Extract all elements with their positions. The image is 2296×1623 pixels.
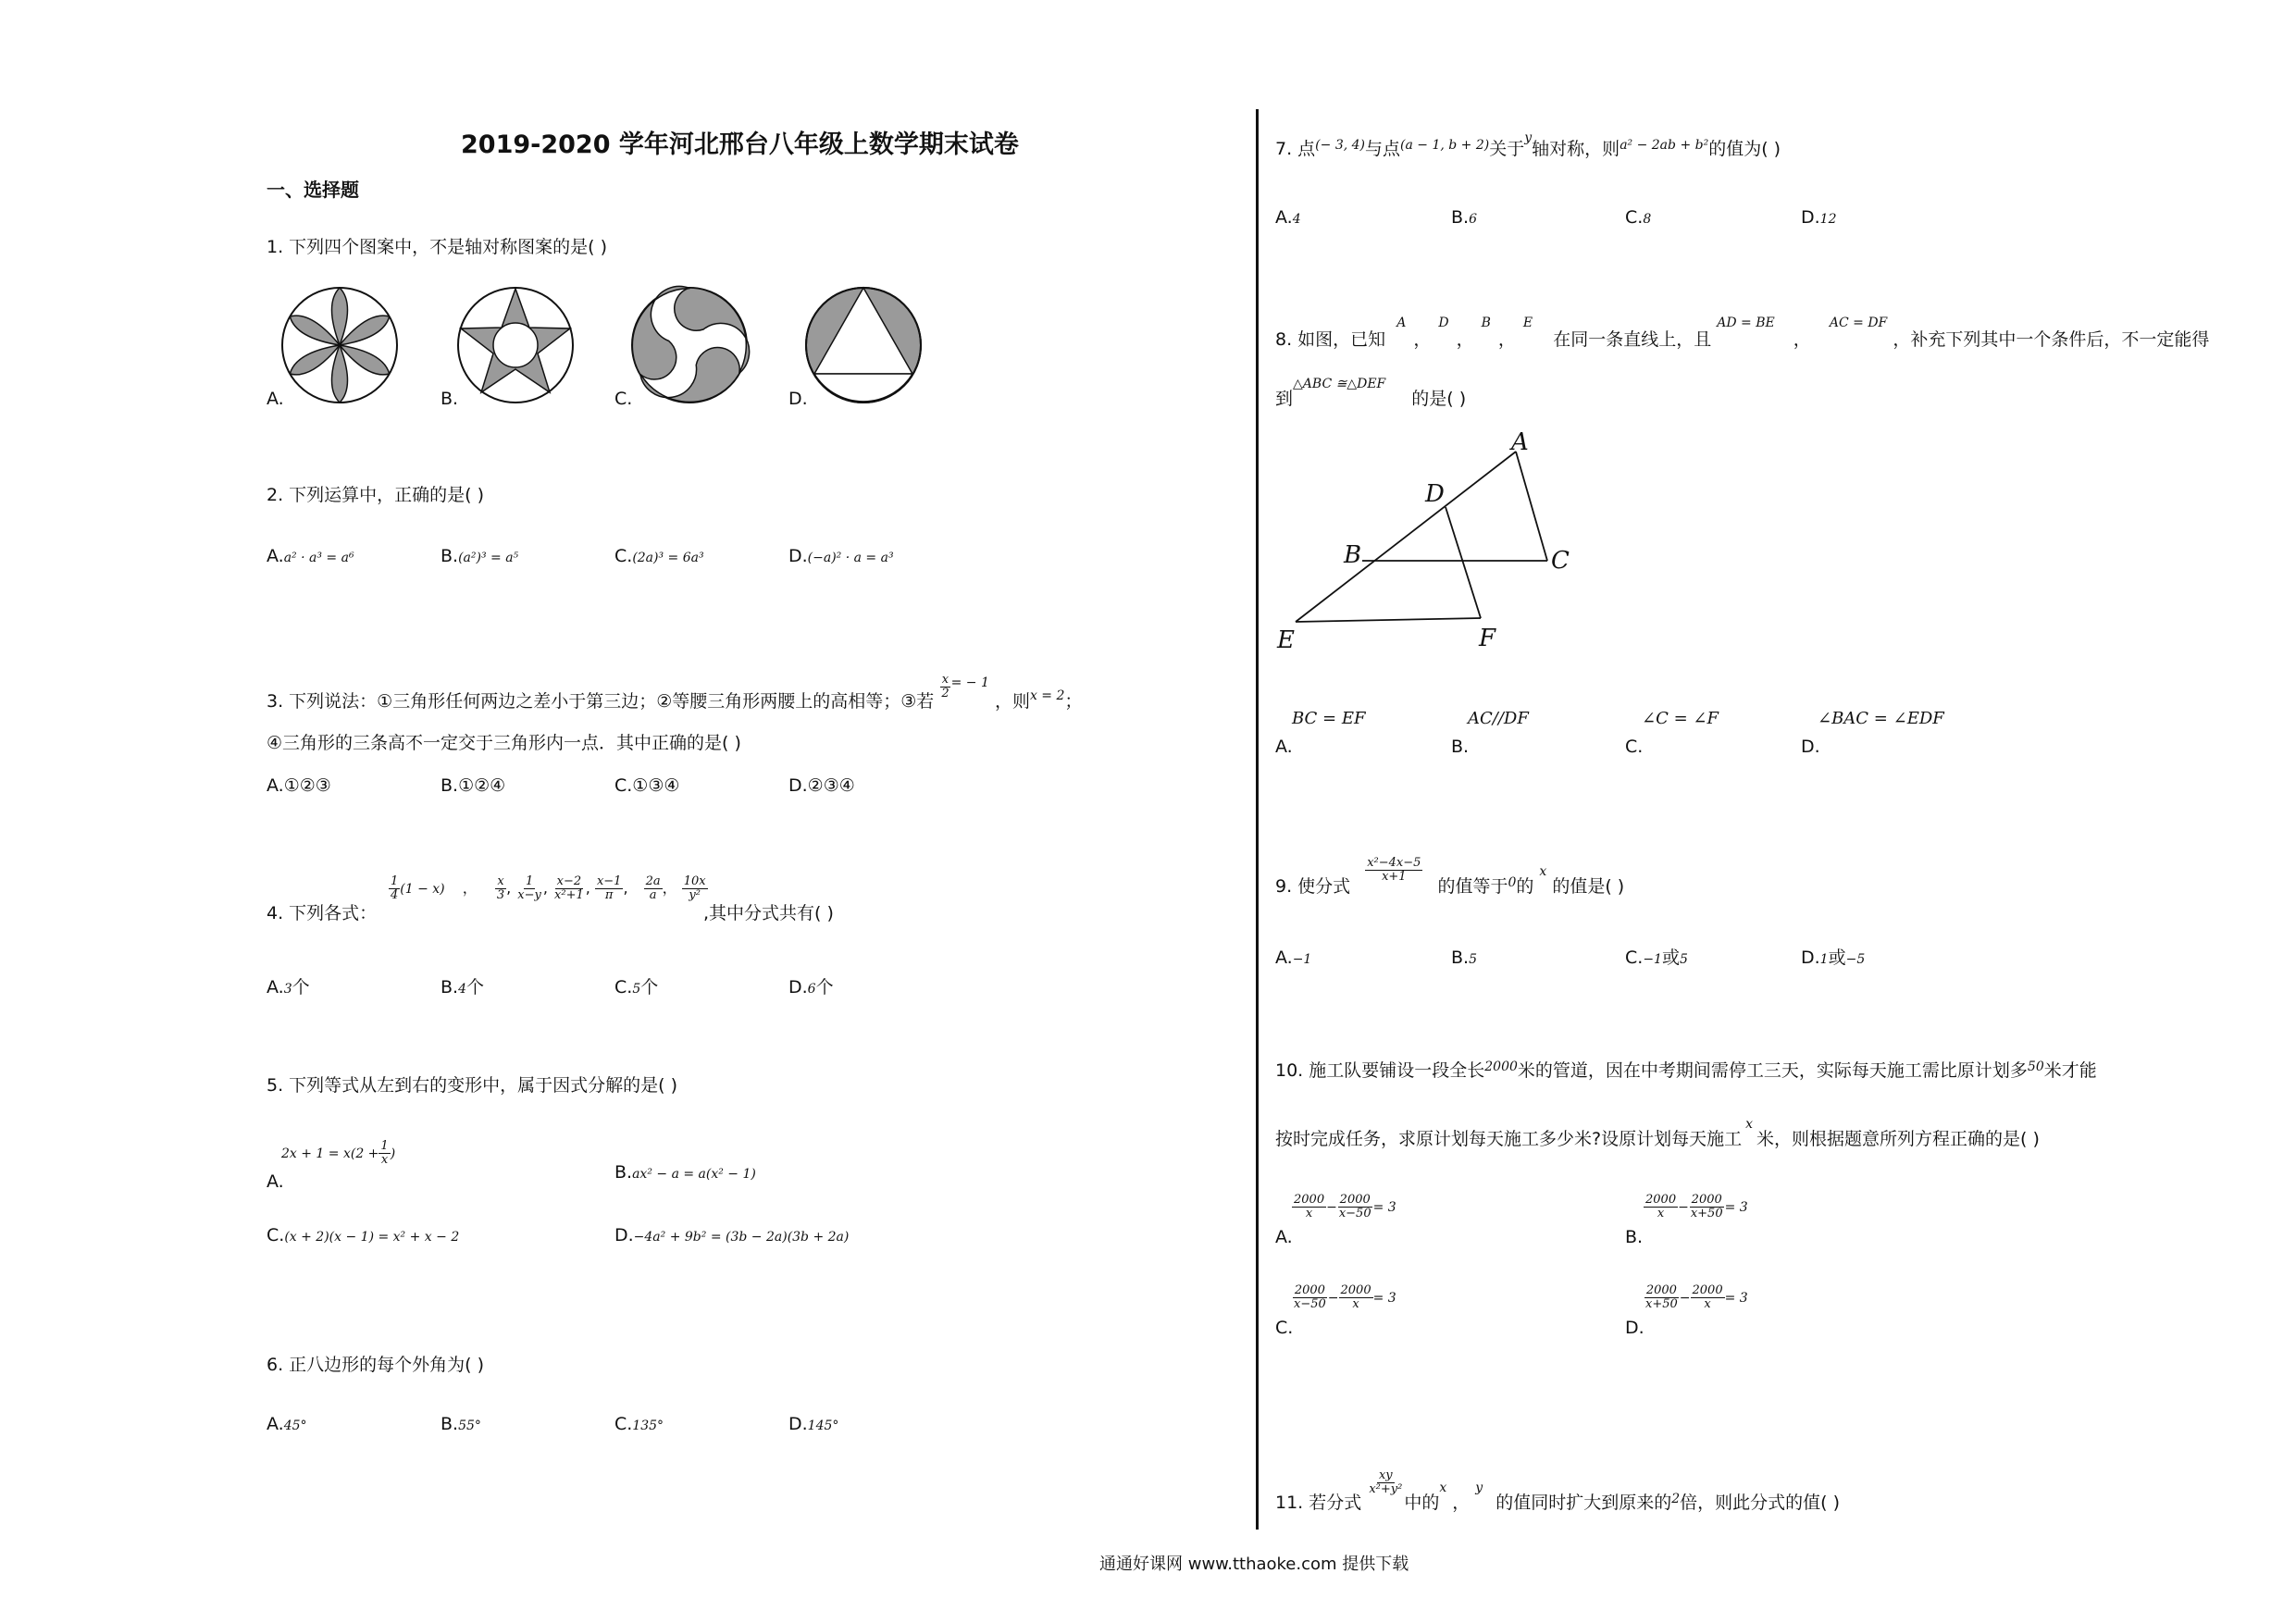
q8-expr-d: ∠BAC = ∠EDF [1818,709,1944,728]
q3-condition-fraction: $\frac{x}{2}$ [941,673,949,700]
q2-option-c: C.(2a)³ = 6a³ [614,546,704,566]
q11-stem: 11. 若分式 $\frac{xy}{\text{x²+y²}}$ 中的$^x$，$^y$ 的值同时扩大到原来的$^2$倍，则此分式的值( ) [1275,1468,1841,1513]
q5-option-b: B.ax² − a = a(x² − 1) [614,1162,756,1183]
q8-label-e: E [1277,626,1295,654]
q10-option-c: C. [1275,1318,1294,1338]
q10-option-b: B. [1625,1227,1644,1247]
q6-option-d: D.145° [788,1414,839,1434]
q8-label-a: A [1511,428,1529,456]
q8-option-c: C. [1625,737,1644,757]
q5-option-d: D.−4a² + 9b² = (3b − 2a)(3b + 2a) [614,1225,850,1245]
q4-stem-start: 4. 下列各式： [267,903,378,923]
q7-stem: 7. 点$^{(- 3, 4)}$与点$^{(a - 1, b + 2)}$关于$^y$轴对称，则$^{a^2 - 2ab + b^2}$的值为( ) [1275,130,1781,159]
page-title: 2019-2020 学年河北邢台八年级上数学期末试卷 [461,130,1019,159]
q5-expr-a: 2x + 1 = x(2 + $\frac{1}{x}$ ) [281,1139,396,1167]
q1-option-c: C. [614,389,633,409]
q3-line-1: 3. 下列说法：①三角形任何两边之差小于第三边；②等腰三角形两腰上的高相等；③若 $\frac{x}{2}$ $^{= - 1}$ ，则$^{x = 2}$； [267,673,1083,712]
q6-option-a: A.45° [267,1414,307,1434]
q4-option-c: C.5个 [614,977,659,997]
q7-option-d: D.12 [1801,207,1837,228]
section-heading: 一、选择题 [267,179,359,201]
q4-option-d: D.6个 [788,977,834,997]
q8-stem-line-2: 到$^{\triangle ABC ≅\triangle DEF}$的是( ) [1275,377,1467,409]
q6-option-b: B.55° [441,1414,481,1434]
q9-option-b: B.5 [1451,948,1477,968]
q6-option-c: C.135° [614,1414,664,1434]
q10-option-a: A. [1275,1227,1293,1247]
q7-option-a: A.4 [1275,207,1301,228]
q8-option-d: D. [1801,737,1820,757]
q5-option-a: A. [267,1171,284,1192]
q6-stem: 6. 正八边形的每个外角为( ) [267,1355,485,1375]
q10-option-d: D. [1625,1318,1644,1338]
q8-figure [1277,424,1582,655]
q9-option-a: A.−1 [1275,948,1312,968]
q10-equation-b: $\frac{2000}{x}$ − $\frac{2000}{x+50}$ = 3 [1645,1193,1748,1220]
q10-stem-line-1: 10. 施工队要铺设一段全长$^{2000}$米的管道，因在中考期间需停工三天，实际每天施工需比原计划多$^{50}$米才能 [1275,1059,2097,1081]
q3-conclusion: x = 2 [1029,688,1065,703]
q9-stem: 9. 使分式 $\frac{\text{x²−4x−5}}{x+1}$ 的值等于$^0$的$^x$的值是( ) [1275,856,1625,897]
q9-option-d: D.1或−5 [1801,948,1866,968]
q4-stem-end: ,其中分式共有( ) [703,903,834,923]
q10-stem-line-2: 按时完成任务，求原计划每天施工多少米?设原计划每天施工$^x$米，则根据题意所列方程正确的是( ) [1275,1117,2040,1149]
page-footer: 通通好课网 www.tthaoke.com 提供下载 [1099,1555,1409,1574]
q7-option-c: C.8 [1625,207,1652,228]
q1-option-d: D. [788,389,808,409]
q4-option-b: B.4个 [441,977,485,997]
q2-stem: 2. 下列运算中，正确的是( ) [267,485,485,505]
q10-equation-a: $\frac{2000}{x}$ − $\frac{2000}{x-50}$ = 3 [1294,1193,1396,1220]
q2-option-b: B.(a²)³ = a⁵ [441,546,519,566]
q11-fraction: $\frac{xy}{\text{x²+y²}}$ [1369,1468,1403,1496]
q4-expressions: $\frac{1}{4}$ (1 − x) ， $\frac{x}{3}$ , $\frac{1}{x-y}$ , $\frac{x-2}{\text{x²+1}}$ , $\frac{x-1}{\pi}$ , $\frac{2a}{a}$ ， $\frac{10x}{\text{y²}}$ [391,874,706,902]
q8-label-b: B [1344,541,1362,569]
q8-label-c: C [1551,547,1570,575]
q8-label-f: F [1479,625,1496,652]
q1-figure-d [803,285,924,405]
q8-option-b: B. [1451,737,1470,757]
q3-line-2: ④三角形的三条高不一定交于三角形内一点．其中正确的是( ) [267,733,741,753]
q5-stem: 5. 下列等式从左到右的变形中，属于因式分解的是( ) [267,1075,678,1096]
q5-option-c: C.(x + 2)(x − 1) = x² + x − 2 [267,1225,460,1245]
q8-expr-a: BC = EF [1292,709,1366,728]
q1-option-a: A. [267,389,284,409]
q8-stem-line-1: 8. 如图，已知 $^A$，$^D$，$^B$，$^E$ 在同一条直线上，且 $^{AD = BE}$ ， $^{AC = DF}$ ，补充下列其中一个条件后，不一定能得 [1275,316,2210,350]
q7-option-b: B.6 [1451,207,1477,228]
column-divider [1256,109,1259,1530]
q8-expr-c: ∠C = ∠F [1642,709,1719,728]
q10-equation-c: $\frac{2000}{x-50}$ − $\frac{2000}{x}$ = 3 [1294,1283,1396,1311]
q2-option-d: D.(−a)² · a = a³ [788,546,894,566]
q9-fraction: $\frac{\text{x²−4x−5}}{x+1}$ [1367,856,1421,884]
q1-figure-c [629,285,750,405]
q1-figure-b [455,285,576,405]
q1-stem: 1. 下列四个图案中，不是轴对称图案的是( ) [267,237,608,257]
q3-option-a: A.①②③ [267,775,331,796]
q2-option-a: A.a² · a³ = a⁶ [267,546,354,566]
q8-expr-b: AC//DF [1468,709,1529,728]
q3-option-b: B.①②④ [441,775,506,796]
q3-condition-rhs: = − 1 [950,675,989,690]
q9-option-c: C.−1或5 [1625,948,1688,968]
q8-option-a: A. [1275,737,1293,757]
q4-option-a: A.3个 [267,977,310,997]
q1-figure-a [279,285,400,405]
q1-option-b: B. [441,389,459,409]
q3-option-d: D.②③④ [788,775,855,796]
q10-equation-d: $\frac{2000}{x+50}$ − $\frac{2000}{x}$ = 3 [1645,1283,1748,1311]
q3-option-c: C.①③④ [614,775,680,796]
q8-label-d: D [1425,480,1445,508]
